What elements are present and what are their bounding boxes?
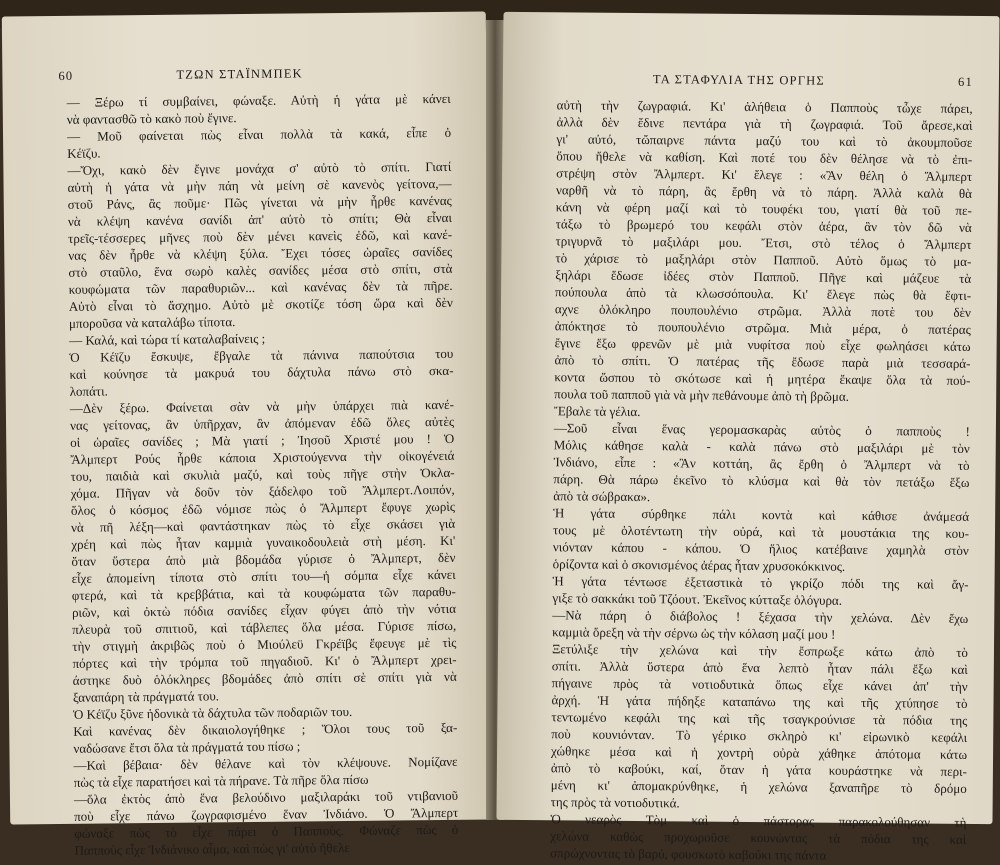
text-line: —Καὶ βέβαια· δὲν θέλανε καὶ τὸν κλέψουνε. Νομίζανε <box>73 753 458 773</box>
text-line: Παπποὺς εἶχε Ἰνδιάνικο αἷμα, καὶ πὼς γι' αὐτὸ ἤθελε <box>74 839 350 858</box>
text-line: τρεῖς-τέσσερες μῆνες ποὺ δὲν μένει κανεὶς ἐδῶ, καὶ κανέ- <box>68 226 453 246</box>
text-line: Ὁ Κέϊζυ ἔσκυψε, ἔβγαλε τὰ πάνινα παπούτσια του <box>69 345 454 365</box>
text-line: ριῶν, καὶ ὀκτὼ πόδια σανίδες εἶχαν φύγει ἀπὸ τὴν νότια <box>71 600 457 620</box>
text-line: αὐτὴ τὴν ζωγραφιά. Κι' ἀλήθεια ὁ Παπποὺς τὧχε πάρει, <box>556 97 973 116</box>
text-line: τεντωμένο κεφάλι της καὶ τῆς τσαγκρούνισε τὰ πόδια της <box>551 709 968 728</box>
text-line: πήγαινε πρὸς τὰ νοτιοδυτικὰ ὅπως εἶχε κάνει ἀπ' τὴν <box>551 675 968 694</box>
text-line: ξηλάρι ἔδωσε ἰδέες στὸν Παπποῦ. Πῆγε καὶ μάζευε τὰ <box>555 267 972 286</box>
left-page <box>2 11 494 858</box>
text-line: αχνε ὁλόκληρο πουπουλένιο στρῶμα. Ἀλλὰ ποτὲ του δὲν <box>554 301 971 320</box>
text-line: καὶ κούνησε τὰ μακρυά του δάχτυλα πάνω στὸ σκα- <box>69 362 454 382</box>
text-line: μένη κι' ἀπομακρύνθηκε, ἡ χελώνα ξαναπῆρε τὸ δρόμο <box>550 777 967 796</box>
text-line: πόρτες καὶ τὴν τρόμπα τοῦ πηγαδιοῦ. Κι' ὁ Ἄλμπερτ χρει- <box>72 651 457 671</box>
text-line: πουλα τοῦ παπποῦ γιὰ νὰ μὴν πεθάνουμε ἀπὸ τὴ βρῶμα. <box>554 386 850 404</box>
text-line: Ἄλμπερτ Ρούς ἦρθε κάποια Χριστούγεννα τὴν οἰκογένειά <box>70 447 455 467</box>
text-line: κουφώματα τῶν παραθυριῶν... καὶ κανένας δὲν τὰ πῆρε. <box>68 277 453 297</box>
text-line: άστηκε δυὸ ὁλόκληρες βδομάδες ἀπὸ σπίτι σὲ σπίτι γιὰ νὰ <box>72 668 457 688</box>
text-line: — Μοῦ φαίνεται πὼς εἶναι πολλὰ τὰ κακά, εἶπε ὁ <box>66 124 452 144</box>
text-line: νὰ πῆ λέξη—καὶ φαντάστηκαν πὼς τὸ εἶχε σκάσει γιὰ <box>71 515 456 535</box>
right-page-text <box>550 96 973 865</box>
text-line: Μόλις κάθησε καλὰ - καλὰ πάνω στὸ μαξιλάρι μὲ τὸν <box>553 437 970 456</box>
text-line: τους μὲ ὁλοτέντωτη τὴν οὐρά, καὶ τὰ μουστάκια της κου- <box>552 522 970 541</box>
text-line: νὰ κλέψη κανένα σανίδι ἀπ' αὐτὸ τὸ σπίτι; Θὰ εἶναι <box>67 209 452 229</box>
text-line: ὅλος ὁ κόσμος ἐδῶ νόμισε πὼς ὁ Ἄλμπερτ ἔφυγε χωρὶς <box>70 498 456 518</box>
right-page <box>496 12 999 863</box>
text-line: — Ξέρω τί συμβαίνει, φώναξε. Αὐτὴ ἡ γάτα μὲ κάνει <box>66 90 451 110</box>
right-page-number: 61 <box>957 74 974 89</box>
text-line: σπίτι. Ἀλλὰ ὕστερα ἀπὸ ἕνα λεπτὸ ἦταν πάλι ἔξω καὶ <box>551 658 968 677</box>
text-line: Ὁ νεαρὸς Τὸμ καὶ ὁ πάστορας παρακολούθησαν τὴ <box>550 811 967 830</box>
text-line: γιξε τὸ σακκάκι τοῦ Τζόουτ. Ἐκεῖνος κύτταξε ὁλόγυρα. <box>552 590 843 608</box>
text-line: ναδώσανε ἔτσι ὅλα τὰ πράγματά του πίσω ; <box>73 738 301 756</box>
text-line: Ἔβαλε τὰ γέλια. <box>553 403 641 420</box>
left-page-number: 60 <box>58 68 74 83</box>
text-line: πούπουλα ἀπὸ τὰ κλωσσόπουλα. Κι' ἔλεγε πὼς θὰ ἔφτι- <box>555 284 972 303</box>
right-running-head: ΤΑ ΣΤΑΦΥΛΙΑ ΤΗΣ ΟΡΓΗΣ <box>652 72 825 88</box>
text-line: στρέψη στὸν Ἄλμπερτ. Κι' ἔλεγε : «Ἂν θέλη ὁ Ἄλμπερτ <box>556 165 973 184</box>
text-line: —Ὄχι, κακὸ δὲν ἔγινε μονάχα σ' αὐτὸ τὸ σπίτι. Γιατί <box>67 158 452 178</box>
text-line: νας δὲν ἦρθε νὰ κλέψη ξύλα. Ἔχει τόσες ὡραῖες σανίδες <box>68 243 453 263</box>
text-line: χρέη καὶ πὼς ἦταν καμμιὰ γυναικοδουλειὰ στὴ μέση. Κι' <box>71 532 456 552</box>
text-line: Ἡ γάτα σύρθηκε πάλι κοντὰ καὶ κάθισε ἀνάμεσά <box>553 505 970 524</box>
text-line: —ὅλα ἐκτὸς ἀπὸ ἕνα βελούδινο μαξιλαράκι τοῦ ντιβανιοῦ <box>73 787 459 807</box>
text-line: νας γείτονας, ἂν ὑπῆρχαν, ἂν ἀπόμεναν ἐδῶ ὅλες αὐτὲς <box>69 413 455 433</box>
text-line: κάνη νὰ φέρη μαζί καὶ τὸ τουφέκι του, γιατί θὰ τοῦ πε- <box>555 199 972 218</box>
text-line: χόμα. Πῆγαν νὰ δοῦν τὸν ξάδελφο τοῦ Ἄλμπερτ.Λοιπόν, <box>70 481 455 501</box>
text-line: πλευρὰ τοῦ σπιτιοῦ, καὶ τάβλεπες ὅλα μέσα. Γύρισε πίσω, <box>72 617 457 637</box>
text-line: ὅπου ἤθελε νὰ καθίση. Καὶ ποτέ του δὲν θέλησε νὰ τὸ ἐπι- <box>556 148 973 167</box>
text-line: Κέϊζυ. <box>67 145 101 161</box>
text-line: ἔγινε ἔξω φρενῶν μὲ μιὰ νυφίτσα ποὺ εἶχε φωληάσει κάτω <box>554 335 971 354</box>
left-page-text <box>67 90 459 859</box>
text-line: Καὶ κανένας δὲν δικαιολογήθηκε ; Ὅλοι τους τοῦ ξα- <box>73 719 458 739</box>
text-line: κοντα ὥσπου τὸ σκότωσε καὶ ἡ μητέρα ἔκαψε ὅλα τὰ πού- <box>554 369 971 388</box>
text-line: Ἰνδιάνο, εἶπε : «Ἂν κοττάη, ἂς ἔρθη ὁ Ἄλμπερτ νὰ τὸ <box>553 454 970 473</box>
text-line: σπρώχνοντας τὸ βαρύ, φουσκωτὸ καβούκι της πάντα <box>550 845 827 863</box>
text-line: χώθηκε μέσα καὶ ἡ χοντρὴ οὐρὰ χάθηκε ἀπότομα κάτω <box>551 743 968 762</box>
text-line: της πρὸς τὰ νοτιοδυτικά. <box>550 794 680 811</box>
text-line: ποὺ κουνιόνταν. Τὸ γέρικο σκληρὸ κι' εἰρωνικὸ κεφάλι <box>551 726 968 745</box>
text-line: —Σοῦ εἶναι ἕνας γερομασκαρὰς αὐτὸς ὁ παπποὺς ! <box>553 420 970 439</box>
left-running-head: ΤΖΩΝ ΣΤΑΪΝΜΠΕΚ <box>176 66 303 82</box>
text-line: Ξετύλιξε τὴν χελώνα καὶ τὴν ἔσπρωξε κάτω ἀπὸ τὸ <box>551 641 969 660</box>
text-line: Ἡ γάτα τέντωσε ἐξεταστικὰ τὸ γκρίζο πόδι της καὶ ἄγ- <box>552 573 969 592</box>
text-line: ὅταν ὕστερα ἀπὸ μιὰ βδομάδα γύρισε ὁ Ἄλμπερτ, δὲν <box>71 549 456 569</box>
text-line: του, παιδιὰ καὶ σκυλιὰ μαζύ, καὶ τοὺς πῆγε στὴν Ὀκλα- <box>70 464 455 484</box>
text-line: εἶχε ἀπομείνη τίποτα στὸ σπίτι του—ἡ σόμπα εἶχε κάνει <box>71 566 456 586</box>
text-line: ξαναπάρη τὰ πράγματά του. <box>72 688 220 705</box>
text-line: Αὐτὸ εἶναι τὸ ἄσχημο. Αὐτὸ μὲ σκοτίζε τόση ὥρα καὶ δὲν <box>68 294 453 314</box>
text-line: ποὺ εἶχε πάνω ζωγραφισμένο ἕναν Ἰνδιάνο. Ὁ Ἄλμπερτ <box>74 804 459 824</box>
text-line: στὸ σταῦλο, ἕνα σωρὸ καλὲς σανίδες μέσα στὸ σπίτι, στὰ <box>68 260 453 280</box>
text-line: αὐτὴ ἡ γάτα νὰ μὴν πάη νὰ μείνη σὲ κανενὸς γείτονα,— <box>67 175 452 195</box>
text-line: γι' αὐτό, τὤπαιρνε πάντα μαζύ του καὶ τὸ ἀκουμποῦσε <box>556 131 973 150</box>
text-line: ναρθῆ νὰ τὸ πάρη, ἂς ἔρθη νὰ τὸ πάρη. Ἀλλὰ καλὰ θὰ <box>555 182 973 201</box>
text-line: τάξω τὸ βρωμερό του κεφάλι στὸν ἀέρα, ἂν τὸν δῶ νὰ <box>555 216 972 235</box>
text-line: ἀπὸ τὸ καβούκι, καί, ὅταν ἡ γάτα κουράστηκε νὰ περι- <box>550 760 967 779</box>
text-line: Ὁ Κέϊζυ ξῦνε ἡδονικὰ τὰ δάχτυλα τῶν ποδαριῶν του. <box>73 703 353 722</box>
text-line: τὴν στιγμὴ ἀκριβῶς ποὺ ὁ Μιούλεϋ Γκρέϊβς ἔφευγε μὲ τὶς <box>72 634 457 654</box>
left-page-header <box>58 64 450 90</box>
right-page-header <box>557 70 973 96</box>
text-line: φώναξε πὼς τὸ εἶχε πάρει ὁ Παπποὺς. Φώναζε πὼς ὁ <box>74 821 459 841</box>
text-line: χελώνα καθὼς προχωροῦσε κουνώντας τὰ πόδια της καὶ <box>550 828 967 847</box>
text-line: τριγυρνᾶ τὸ μαξιλάρι μου. Ἔτσι, στὸ τέλος ὁ Ἄλμπερτ <box>555 233 972 252</box>
text-line: μποροῦσα νὰ καταλάβω τίποτα. <box>68 314 236 331</box>
text-line: τὸ χάρισε τὸ μαξηλάρι στὸν Παπποῦ. Αὐτὸ ὅμως τὸ μα- <box>555 250 972 269</box>
text-line: —Δὲν ξέρω. Φαίνεται σὰν νὰ μὴν ὑπάρχει πιὰ κανέ- <box>69 396 454 416</box>
text-line: καμμιὰ ὄρεξη νὰ τὴν σέρνω ὡς τὴν κόλαση μαζί μου ! <box>552 624 836 642</box>
text-line: ἀπὸ τὸ σπίτι. Ὁ πατέρας τῆς ἔδωσε παρὰ μιὰ τεσσαρά- <box>554 352 971 371</box>
text-line: — Καλά, καὶ τώρα τί καταλαβαίνεις ; <box>69 330 266 348</box>
text-line: ἀπὸ τὰ σώβρακα». <box>553 488 651 505</box>
text-line: νιόνταν κάπου - κάπου. Ὁ ἥλιος κατέβαινε χαμηλὰ στὸν <box>552 539 969 558</box>
text-line: οἱ ὡραῖες σανίδες ; Μὰ γιατί ; Ἰησοῦ Χριστέ μου ! Ὁ <box>70 430 455 450</box>
text-line: ὁρίζοντα καὶ ὁ σκονισμένος ἀέρας ἦταν χρυσοκόκκινος. <box>552 556 846 574</box>
text-line: στοῦ Ράνς, ἂς ποῦμε· Πῶς γίνεται νὰ μὴν ἦρθε κανένας <box>67 192 452 212</box>
text-line: ἀλλὰ δὲν ἔδινε πεντάρα γιὰ τὴ ζωγραφιά. Τοῦ ἄρεσε,καὶ <box>556 114 973 133</box>
text-line: ἀρχή. Ἡ γάτα πήδηξε καταπάνω της καὶ τῆς χτύπησε τὸ <box>551 692 968 711</box>
text-line: πὼς τὰ εἶχε παρατήσει καὶ τὰ πήρανε. Τὰ πῆρε ὅλα πίσω <box>73 771 369 790</box>
text-line: ἀπόκτησε τὸ πουπουλένιο στρῶμα. Μιὰ μέρα, ὁ πατέρας <box>554 318 971 337</box>
text-line: φτερά, καὶ τὰ κρεββάτια, καὶ τὰ κουφώματα τῶν παραθυ- <box>71 583 456 603</box>
text-line: —Νὰ πάρη ὁ διάβολος ! ξέχασα τὴν χελώνα. Δὲν ἔχω <box>552 607 969 626</box>
text-line: λοπάτι. <box>69 383 108 399</box>
text-line: πάρη. Θὰ πάρω ἐκεῖνο τὸ κλύσμα καὶ θὰ τὸν πετάξω ἔξω <box>553 471 970 490</box>
text-line: νὰ φαντασθῶ τὸ κακὸ ποὺ ἔγινε. <box>66 110 237 127</box>
